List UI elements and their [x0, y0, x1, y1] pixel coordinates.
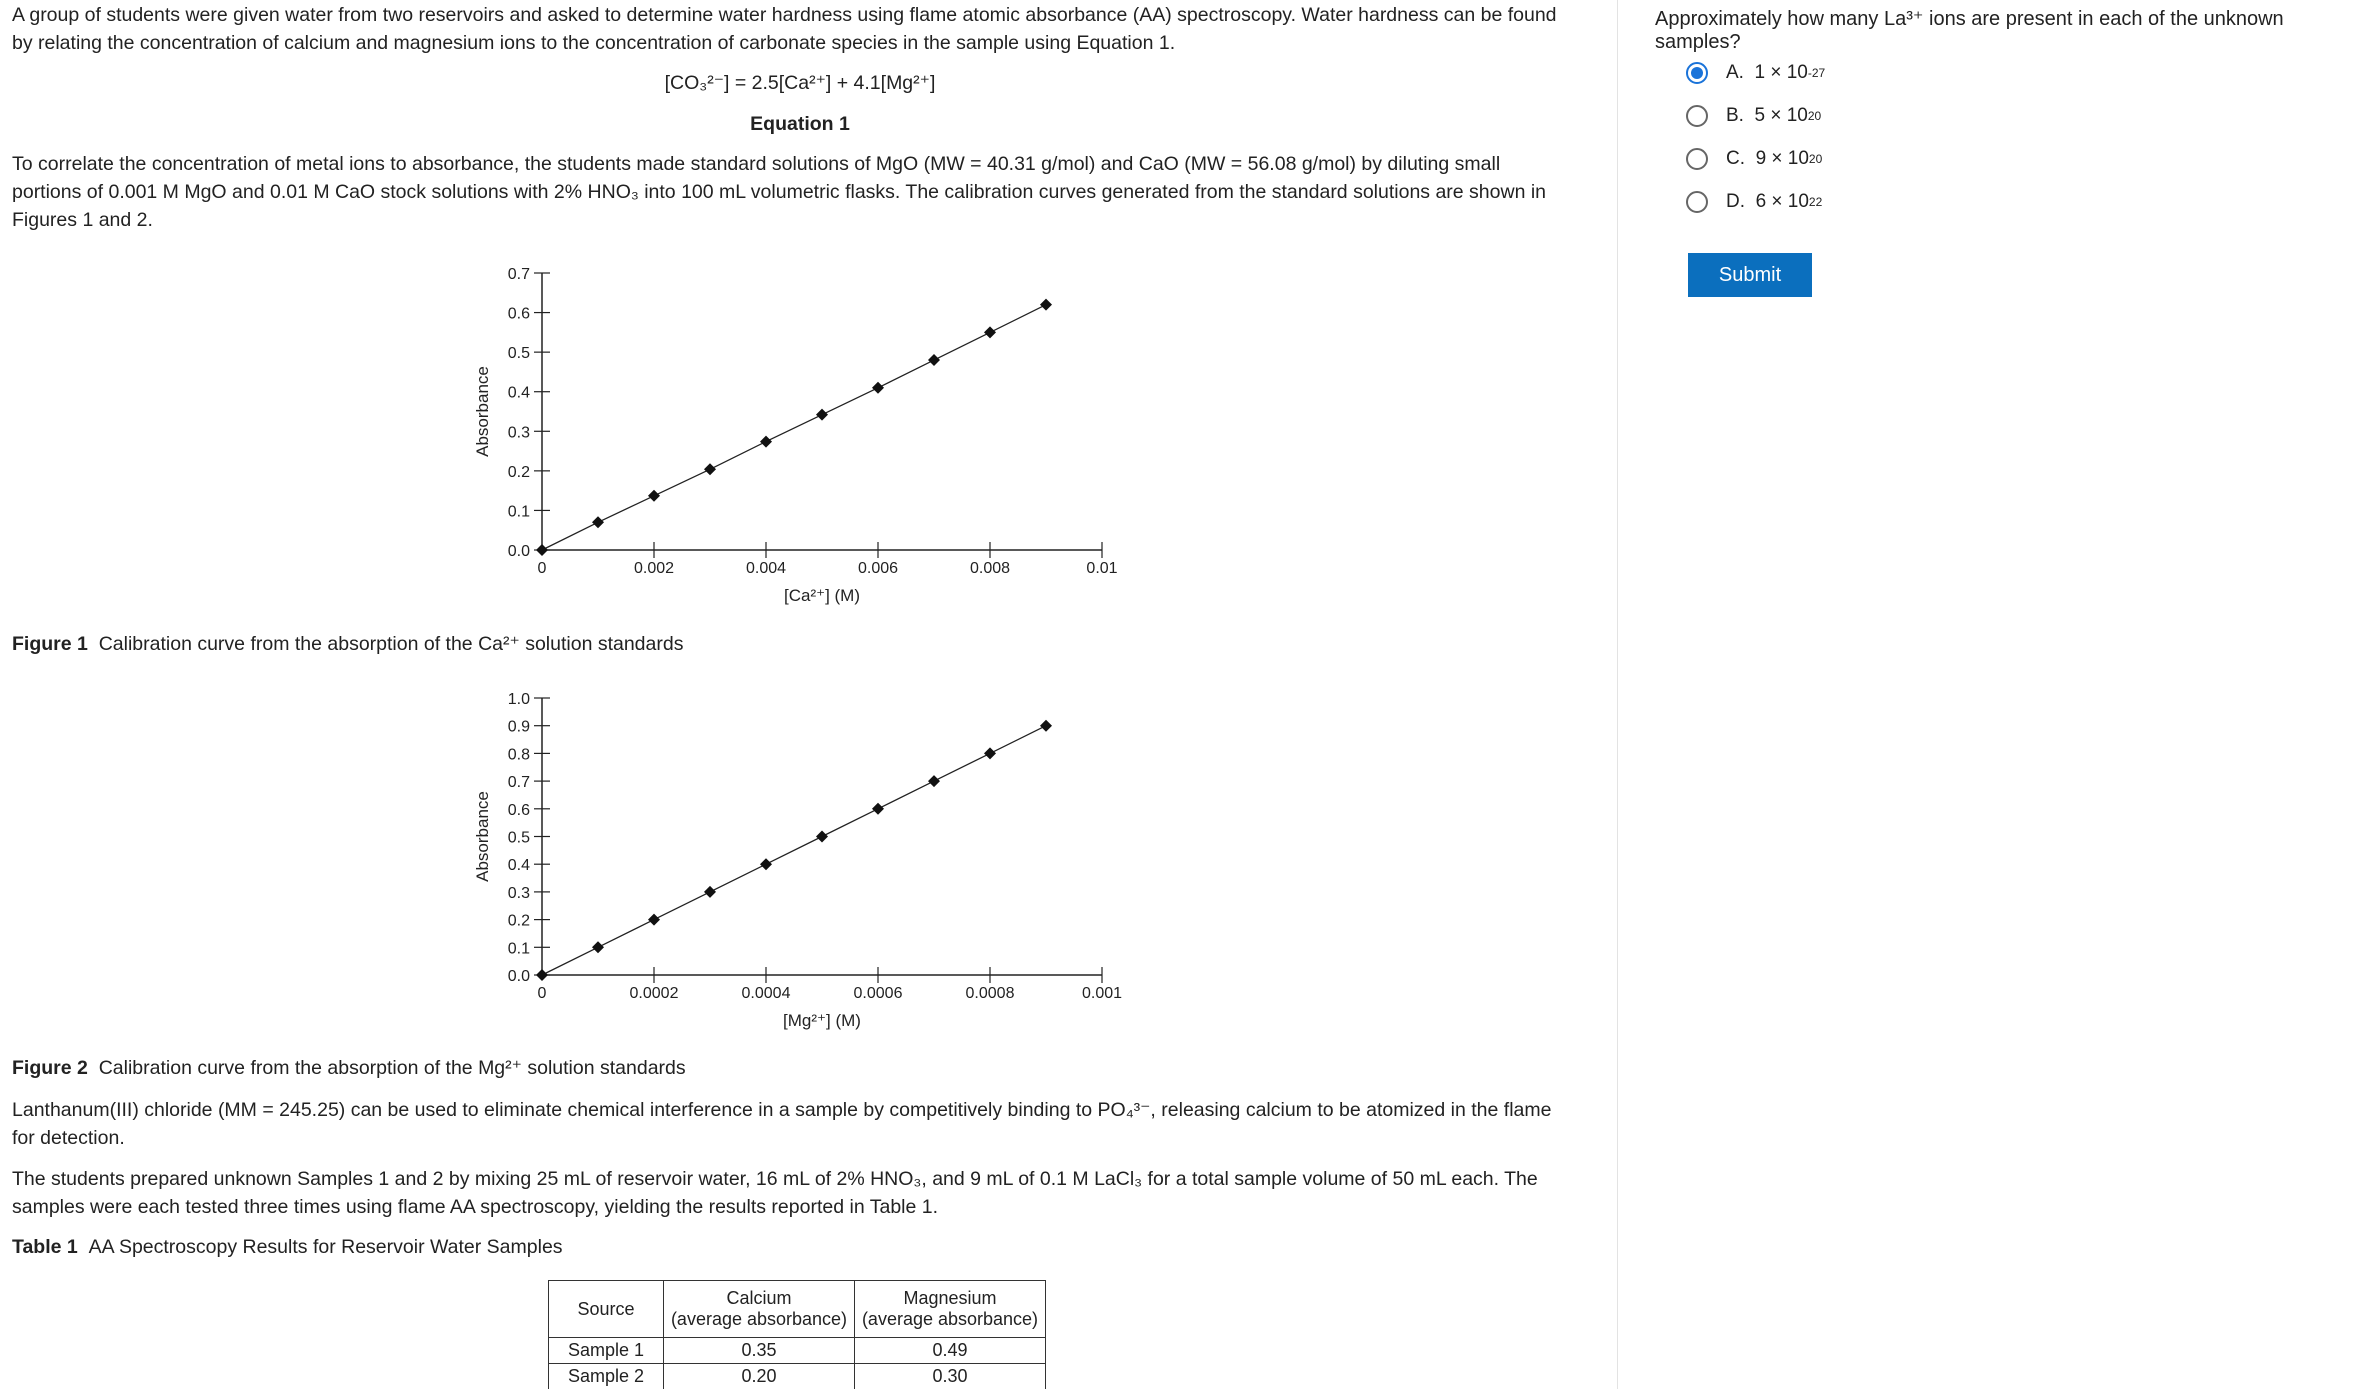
- equation-label: Equation 1: [750, 113, 850, 135]
- lanthanum-line-2: for detection.: [12, 1127, 125, 1149]
- question-text: Approximately how many La³⁺ ions are present in each of the unknown samples?: [1655, 8, 2284, 53]
- fig2-data-point: [816, 831, 828, 843]
- fig1-y-tick-label: 0.7: [507, 266, 530, 283]
- fig1-data-point: [592, 516, 604, 528]
- fig2-x-tick-label: 0.0006: [853, 985, 903, 1002]
- header-magnesium-line-1: Magnesium: [903, 1288, 997, 1308]
- header-calcium-line-2: (average absorbance): [670, 1309, 848, 1329]
- figure-2-caption: [12, 1056, 686, 1080]
- fig1-x-axis-label: [Ca²⁺] (M): [783, 586, 861, 605]
- row-1-source: Sample 1: [549, 1338, 664, 1364]
- fig2-y-tick-label: 0.5: [507, 829, 530, 847]
- fig2-y-tick-label: 1.0: [507, 691, 530, 708]
- figure-1-label: Figure 1: [12, 633, 88, 655]
- option-d[interactable]: D. 6 × 10 22: [1686, 187, 1822, 217]
- fig1-series-line: [542, 305, 1046, 550]
- fig1-x-tick-label: 0.006: [857, 560, 899, 577]
- fig2-data-point: [592, 941, 604, 953]
- fig1-y-tick-label: 0.2: [507, 463, 530, 481]
- row-2-source: Sample 2: [549, 1364, 664, 1389]
- fig2-data-point: [872, 803, 884, 815]
- fig2-y-tick-label: 0.0: [507, 968, 530, 985]
- fig1-x-tick-label: 0.004: [745, 560, 787, 577]
- fig2-data-point: [648, 914, 660, 926]
- option-b-mantissa: 5 × 10: [1754, 105, 1808, 126]
- row-2-magnesium: 0.30: [855, 1364, 1046, 1389]
- fig2-data-point: [928, 775, 940, 787]
- fig1-y-tick-label: 0.0: [507, 543, 530, 560]
- option-d-mantissa: 6 × 10: [1755, 191, 1809, 212]
- fig2-x-tick-label: 0.0004: [741, 985, 791, 1002]
- prepared-line-1: The students prepared unknown Samples 1 and 2 by mixing 25 mL of reservoir water, 16 mL of 2% HNO₃, and 9 mL of 0.1 M LaCl₃ for a total sample volume of 50 mL each. The: [12, 1168, 1538, 1190]
- option-d-letter: D.: [1726, 191, 1745, 212]
- fig1-y-axis-label: Absorbance: [473, 366, 492, 457]
- fig2-x-tick-label: 0: [537, 985, 547, 1002]
- fig2-x-tick-label: 0.0008: [965, 985, 1015, 1002]
- fig2-data-point: [704, 886, 716, 898]
- figure-1-caption: [12, 632, 683, 656]
- row-2-calcium: 0.20: [664, 1364, 855, 1389]
- fig1-data-point: [1040, 299, 1052, 311]
- prepared-line-2: samples were each tested three times using flame AA spectroscopy, yielding the results reported in Table 1.: [12, 1196, 939, 1218]
- correlate-line-2: portions of 0.001 M MgO and 0.01 M CaO stock solutions with 2% HNO₃ into 100 mL volumetric flasks. The calibration curves generated from the standard solutions are shown in: [12, 181, 1547, 203]
- option-b[interactable]: B. 5 × 10 20: [1686, 101, 1821, 131]
- header-calcium: [664, 1281, 855, 1338]
- fig1-x-tick-label: 0.008: [969, 560, 1011, 577]
- fig2-data-point: [760, 858, 772, 870]
- fig1-y-tick-label: 0.5: [507, 345, 530, 363]
- option-a-letter: A.: [1726, 62, 1744, 83]
- fig1-x-tick-label: 0.002: [633, 560, 675, 577]
- row-1-magnesium: 0.49: [855, 1338, 1046, 1364]
- fig1-data-point: [704, 463, 716, 475]
- submit-button[interactable]: Submit: [1688, 253, 1812, 297]
- fig2-y-tick-label: 0.7: [507, 774, 530, 792]
- fig2-series-line: [542, 726, 1046, 975]
- intro-line-1: A group of students were given water from two reservoirs and asked to determine water hardness using flame atomic absorbance (AA) spectroscopy. Water hardness can be found: [12, 4, 1557, 26]
- fig2-x-axis-label: [Mg²⁺] (M): [783, 1011, 861, 1030]
- table-header-row: [549, 1281, 1046, 1338]
- option-c-radio[interactable]: [1686, 148, 1708, 170]
- fig2-y-tick-label: 0.1: [507, 940, 530, 958]
- fig1-data-point: [984, 326, 996, 338]
- intro-line-2: by relating the concentration of calcium and magnesium ions to the concentration of carbonate species in the sample using Equation 1.: [12, 32, 1176, 54]
- header-magnesium: [855, 1281, 1046, 1338]
- fig1-data-point: [928, 354, 940, 366]
- fig1-x-tick-label: 0.01: [1086, 560, 1118, 577]
- fig1-data-point: [872, 382, 884, 394]
- figure-1-caption-text: Calibration curve from the absorption of the Ca²⁺ solution standards: [98, 633, 684, 655]
- row-1-calcium: 0.35: [664, 1338, 855, 1364]
- table-1-caption: [12, 1236, 563, 1259]
- option-a[interactable]: A. 1 × 10 -27: [1686, 58, 1825, 88]
- fig2-data-point: [1040, 720, 1052, 732]
- fig2-y-tick-label: 0.6: [507, 801, 530, 819]
- fig1-data-point: [648, 490, 660, 502]
- option-b-letter: B.: [1726, 105, 1744, 126]
- fig2-y-tick-label: 0.9: [507, 718, 530, 736]
- fig1-data-point: [760, 436, 772, 448]
- fig2-y-tick-label: 0.3: [507, 884, 530, 902]
- figure-2-caption-text: Calibration curve from the absorption of the Mg²⁺ solution standards: [98, 1057, 686, 1079]
- lanthanum-line-1: Lanthanum(III) chloride (MM = 245.25) can be used to eliminate chemical interference in a sample by competitively binding to PO₄³⁻, releasing calcium to be atomized in the flame: [12, 1099, 1552, 1121]
- fig2-x-tick-label: 0.0002: [629, 985, 679, 1002]
- figure-2-label: Figure 2: [12, 1057, 88, 1079]
- fig2-y-axis-label: Absorbance: [473, 791, 492, 882]
- fig2-y-tick-label: 0.4: [507, 857, 530, 875]
- header-source: Source: [549, 1281, 664, 1338]
- fig2-y-tick-label: 0.2: [507, 912, 530, 930]
- figure-2-chart: [460, 680, 1160, 1040]
- correlate-line-3: Figures 1 and 2.: [12, 209, 153, 231]
- fig1-x-tick-label: 0: [537, 560, 547, 577]
- table-1-caption-text: AA Spectroscopy Results for Reservoir Water Samples: [88, 1236, 563, 1258]
- table-row: [549, 1338, 1046, 1364]
- fig2-data-point: [984, 747, 996, 759]
- option-b-radio[interactable]: [1686, 105, 1708, 127]
- fig2-data-point: [536, 969, 548, 981]
- header-calcium-line-1: Calcium: [726, 1288, 792, 1308]
- fig1-y-tick-label: 0.3: [507, 424, 530, 442]
- fig1-data-point: [536, 544, 548, 556]
- fig1-data-point: [816, 409, 828, 421]
- fig1-y-tick-label: 0.1: [507, 503, 530, 521]
- correlate-line-1: To correlate the concentration of metal ions to absorbance, the students made standard solutions of MgO (MW = 40.31 g/mol) and CaO (MW = 56.08 g/mol) by diluting small: [12, 153, 1501, 175]
- fig2-y-tick-label: 0.8: [507, 746, 530, 764]
- table-row: [549, 1364, 1046, 1389]
- table-1-label: Table 1: [12, 1236, 78, 1258]
- question-pane: [1640, 0, 2370, 1389]
- fig2-x-tick-label: 0.001: [1081, 985, 1123, 1002]
- option-a-mantissa: 1 × 10: [1754, 62, 1808, 83]
- option-d-radio[interactable]: [1686, 191, 1708, 213]
- fig1-y-tick-label: 0.6: [507, 305, 530, 323]
- option-c[interactable]: C. 9 × 10 20: [1686, 144, 1822, 174]
- option-c-mantissa: 9 × 10: [1755, 148, 1809, 169]
- equation: [CO₃²⁻] = 2.5[Ca²⁺] + 4.1[Mg²⁺]: [664, 72, 936, 94]
- option-c-letter: C.: [1726, 148, 1745, 169]
- header-magnesium-line-2: (average absorbance): [861, 1309, 1039, 1329]
- fig1-y-tick-label: 0.4: [507, 384, 530, 402]
- figure-1-chart: [460, 255, 1160, 615]
- results-table: [548, 1280, 1046, 1389]
- pane-divider: [1617, 0, 1618, 1389]
- option-a-radio[interactable]: [1686, 62, 1708, 84]
